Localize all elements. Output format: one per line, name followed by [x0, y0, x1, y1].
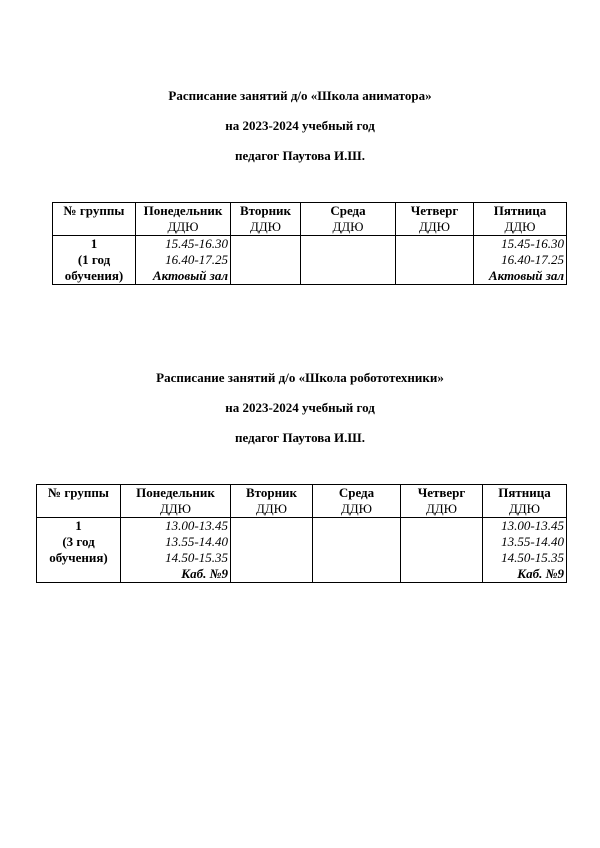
group-cell: 1 (3 год обучения): [37, 518, 121, 583]
friday-cell: 13.00-13.45 13.55-14.40 14.50-15.35 Каб. №9: [483, 518, 567, 583]
table-row: [37, 518, 567, 583]
thursday-cell: [401, 518, 483, 583]
thursday-cell: [396, 236, 474, 285]
header-monday: Понедельник ДДЮ: [136, 203, 231, 236]
schedule-1-teacher: педагог Паутова И.Ш.: [235, 148, 365, 163]
monday-cell: 15.45-16.30 16.40-17.25 Актовый зал: [136, 236, 231, 285]
schedule-1-title: Расписание занятий д/о «Школа аниматора»: [168, 88, 432, 103]
table-header-row: [53, 203, 567, 236]
header-thursday: Четверг ДДЮ: [396, 203, 474, 236]
tuesday-cell: [231, 236, 301, 285]
friday-cell: 15.45-16.30 16.40-17.25 Актовый зал: [474, 236, 567, 285]
schedule-2-year: на 2023-2024 учебный год: [225, 400, 375, 415]
monday-cell: 13.00-13.45 13.55-14.40 14.50-15.35 Каб. №9: [121, 518, 231, 583]
header-wednesday: Среда ДДЮ: [313, 485, 401, 518]
header-monday: Понедельник ДДЮ: [121, 485, 231, 518]
header-tuesday: Вторник ДДЮ: [231, 203, 301, 236]
schedule-2-teacher: педагог Паутова И.Ш.: [235, 430, 365, 445]
group-cell: 1 (1 год обучения): [53, 236, 136, 285]
tuesday-cell: [231, 518, 313, 583]
header-friday: Пятница ДДЮ: [474, 203, 567, 236]
wednesday-cell: [313, 518, 401, 583]
schedule-2-title: Расписание занятий д/о «Школа робототехники»: [156, 370, 444, 385]
table-header-row: [37, 485, 567, 518]
header-group: № группы: [53, 203, 136, 236]
header-wednesday: Среда ДДЮ: [301, 203, 396, 236]
header-group: № группы: [37, 485, 121, 518]
table-row: [53, 236, 567, 285]
schedule-1-year: на 2023-2024 учебный год: [225, 118, 375, 133]
schedule-2-table: [36, 484, 567, 583]
schedule-1-table: [52, 202, 567, 285]
header-thursday: Четверг ДДЮ: [401, 485, 483, 518]
wednesday-cell: [301, 236, 396, 285]
header-friday: Пятница ДДЮ: [483, 485, 567, 518]
header-tuesday: Вторник ДДЮ: [231, 485, 313, 518]
